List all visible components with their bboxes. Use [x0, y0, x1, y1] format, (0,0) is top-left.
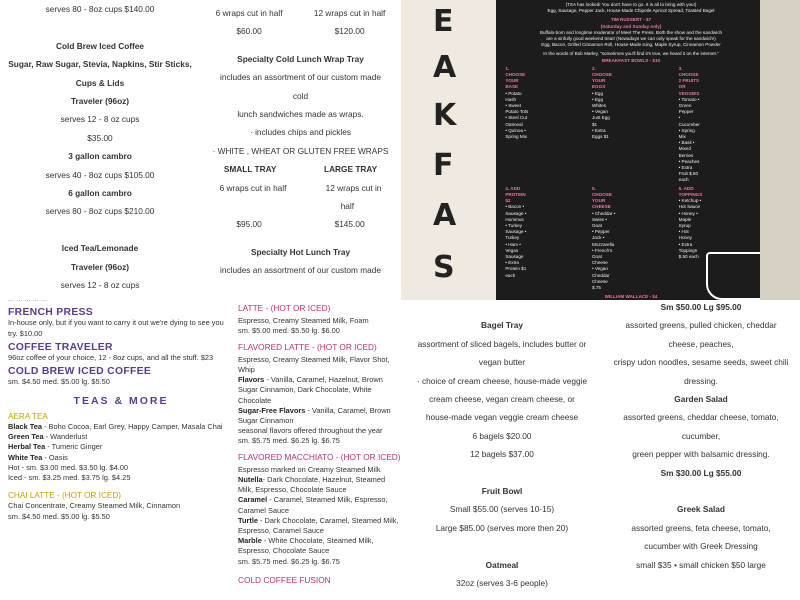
catering-column-wraps — [200, 0, 401, 300]
white-tea-line: White Tea - Oasis — [8, 452, 68, 462]
chai-price: sm. $4.50 med. $5.00 lg. $5.50 — [8, 511, 110, 521]
board-heading: BREAKFAST BOWLS - $10 — [601, 57, 661, 63]
flavored-latte-heading: FLAVORED LATTE - (HOT OR ICED) — [238, 341, 377, 352]
catering-heading: Greek Salad — [677, 504, 725, 515]
board-line: Egg, Bacon, Grilled Cinnamon Roll, House-Made Icing, Maple Syrup, Cinnamon Powder — [541, 42, 721, 48]
board-line: are a sinfully good weekend treat! (Nowadays we can only speak for the sandwich!) — [546, 36, 716, 42]
catering-heading: Sm $30.00 Lg $55.00 — [660, 467, 742, 478]
french-press-desc: In-house only, but if you want to carry it out we're dying to see you try. $10.00 — [8, 318, 224, 338]
flavored-latte-price: sm. $5.75 med. $6.25 lg. $6.75 — [238, 436, 340, 446]
catering-line: serves 80 - 8oz cups $140.00 — [45, 4, 155, 14]
chai-heading: CHAI LATTE - (HOT OR ICED) — [8, 491, 121, 501]
catering-column-coffee — [0, 0, 200, 300]
board-list: • Tomato • Green Pepper • Cucumber • Spring Mix • Basil • Mixed Berries • Peaches • Extra Fruit $.50 each — [678, 96, 700, 183]
board-line: In the words of Bob Marley, "sometimes you'll find it's true, we heard it on the internet." — [543, 51, 719, 57]
brick-wall — [760, 0, 800, 300]
cold-wrap-desc: · includes chips and pickles — [250, 127, 351, 138]
letter: F — [433, 148, 454, 183]
macchiato-heading: FLAVORED MACCHIATO - (HOT OR ICED) — [238, 451, 401, 462]
catering-line: green pepper with balsamic dressing. — [632, 449, 770, 460]
herbal-tea-line: Herbal Tea - Tumeric Ginger — [8, 442, 103, 452]
catering-line: assorted greens, pulled chicken, cheddar — [625, 320, 777, 331]
board-list: • Ketchup • Hot Sauce • Honey • Maple Syrup • Hot Honey • Extra Toppings $.50 each — [678, 198, 702, 259]
caramel-line: Caramel - Caramel, Steamed Milk, Espresso, Caramel Sauce — [238, 495, 388, 515]
aera-tea-heading: AERA TEA — [8, 411, 48, 421]
catering-line: serves 40 - 8oz cups $105.00 — [45, 169, 155, 180]
catering-line: 32oz (serves 3-6 people) — [456, 578, 548, 589]
catering-heading: Traveler (96oz) — [70, 96, 130, 107]
seasonal-line: seasonal flavors offered throughout the year — [238, 426, 383, 436]
catering-line: cheese, peaches, — [668, 338, 734, 349]
hot-lunch-desc: includes an assortment of our custom made — [220, 265, 381, 276]
catering-heading: Bagel Tray — [481, 320, 523, 331]
latte-price: sm. $5.00 med. $5.50 lg. $6.00 — [238, 326, 340, 336]
flavors-line: Flavors - Vanilla, Caramel, Hazelnut, Brown Sugar Cinnamon, Dark Chocolate, White Chocolate — [238, 375, 383, 405]
flavored-latte-desc: Espresso, Creamy Steamed Milk, Flavor Shot, Whip — [238, 354, 390, 375]
cold-brew-price: sm. $4.50 med. $5.00 lg. $5.50 — [8, 377, 110, 387]
board-list: • Potato Hash • Sweet Potato Tots • Steel Cut Oatmeal • Quinoa • Spring Mix — [505, 90, 529, 140]
catering-heading: Traveler (96oz) — [70, 261, 130, 272]
board-line: Buffalo-born and longtime moderator of Meet The Press. Both the show and the sandwich — [539, 29, 723, 35]
catering-line — [402, 298, 602, 316]
catering-line: house-made vegan veggie cream cheese — [425, 412, 579, 423]
catering-heading: Fruit Bowl — [481, 486, 523, 497]
cold-wrap-desc: cold — [292, 90, 309, 101]
letter: A — [433, 198, 457, 233]
tea-hot-price: Hot - sm. $3.00 med. $3.50 lg. $4.00 — [8, 462, 128, 472]
small-tray-price: $95.00 — [236, 219, 262, 230]
board-list: • Egg • Egg Whites • Vegan Just Egg $1 • Extra Eggs $1 — [591, 90, 610, 140]
board-line: (TSA has looked! You don't have to go. It is all to bring with you!) — [565, 2, 697, 7]
chai-desc: Chai Concentrate, Creamy Steamed Milk, Cinnamon — [8, 501, 181, 511]
catering-line: cucumber with Greek Dressing — [644, 541, 758, 552]
catering-line: vegan butter — [478, 357, 526, 368]
large-tray-desc-2: half — [340, 201, 355, 212]
catering-column-bagels — [402, 298, 602, 600]
wrap-tray-large-price: $120.00 — [334, 26, 365, 37]
board-heading: 3. CHOOSE 2 FRUITS OR VEGGIES — [678, 65, 700, 96]
large-tray-label: LARGE TRAY — [324, 164, 378, 175]
catering-heading: 3 gallon cambro — [68, 151, 132, 162]
marble-line: Marble - White Chocolate, Steamed Milk, Espresso, Chocolate Sauce — [238, 536, 374, 556]
board-heading: 6. ADD TOPPINGS — [678, 185, 703, 197]
board-heading: TIM RUSSERT - $7 — [610, 17, 652, 23]
catering-line — [402, 464, 602, 482]
board-heading: WILLIAM WALLACE - $4 — [604, 294, 658, 300]
french-press-heading: FRENCH PRESS — [8, 307, 94, 319]
drink-menu-middle — [234, 298, 402, 600]
catering-heading: Cold Brew Iced Coffee — [55, 40, 145, 51]
small-tray-label: SMALL TRAY — [223, 164, 277, 175]
catering-line: 12 bagels $37.00 — [470, 449, 534, 460]
board-heading: 1. CHOOSE YOUR BASE — [505, 65, 526, 90]
latte-heading: LATTE - (HOT OR ICED) — [238, 303, 331, 313]
board-heading: 2. CHOOSE YOUR EGGS — [591, 65, 612, 90]
latte-desc: Espresso, Creamy Steamed Milk, Foam — [238, 316, 369, 326]
macchiato-desc: Espresso marked on Creamy Steamed Milk — [238, 464, 381, 474]
catering-heading: Garden Salad — [674, 394, 728, 405]
cold-wrap-desc: lunch sandwiches made as wraps. — [237, 109, 364, 120]
board-heading: 4. ADD PROTEIN $2 — [505, 185, 526, 204]
catering-line — [0, 18, 200, 36]
green-tea-line: Green Tea - Wanderlust — [8, 432, 88, 442]
catering-line: $35.00 — [87, 132, 113, 143]
catering-line — [402, 537, 602, 555]
catering-line: dressing. — [684, 375, 718, 386]
catering-line: serves 12 - 8 oz cups — [60, 280, 140, 291]
letter: A — [433, 50, 457, 85]
turtle-line: Turtle - Dark Chocolate, Caramel, Steamed Milk, Espresso, Caramel Sauce — [238, 515, 399, 536]
board-list: • Bacon • Sausage • Hummus • Turkey Sausage • Turkey • Ham • Vegan Sausage • Extra Protein $1 each — [505, 204, 527, 278]
cold-fusion-heading: COLD COFFEE FUSION — [238, 574, 331, 585]
board-line: Egg, Sausage, Pepper Jack, House-Made Chipotle Apricot Spread, Toasted Bagel — [547, 8, 715, 14]
letter: S — [433, 250, 455, 285]
teas-section-title: TEAS & MORE — [73, 394, 169, 407]
cold-wrap-desc: includes an assortment of our custom made — [220, 72, 381, 83]
drink-menu-left — [0, 298, 234, 600]
board-list: • Cheddar • Swiss • Goat • Pepper Jack • Mozzarella • French's Goat Cheese • Vegan Cheddar Cheese $.75 — [591, 210, 616, 290]
catering-line: Large $85.00 (serves more then 20) — [435, 522, 569, 533]
catering-line: 6 bagels $20.00 — [472, 430, 532, 441]
breakfast-letters — [401, 0, 496, 300]
catering-line: serves 80 - 8oz cups $210.00 — [45, 206, 155, 217]
coffee-traveler-heading: COFFEE TRAVELER — [8, 341, 113, 353]
wrap-tray-small-price: $60.00 — [236, 26, 262, 37]
catering-heading: Sugar, Raw Sugar, Stevia, Napkins, Stir Sticks, — [8, 59, 192, 70]
letter: E — [433, 4, 454, 39]
catering-line: small $35 • small chicken $50 large — [636, 559, 766, 570]
catering-line: assorted greens, cheddar cheese, tomato, — [623, 412, 779, 423]
cold-wrap-title: Specialty Cold Lunch Wrap Tray — [237, 53, 364, 64]
cut-off-line: ... ... ... ... ... — [8, 298, 48, 303]
catering-line: · choice of cream cheese, house-made veggie — [416, 375, 588, 386]
catering-heading: Sm $50.00 Lg $95.00 — [660, 302, 742, 312]
board-line: (Saturday and Sunday only) — [600, 23, 662, 29]
catering-line — [602, 482, 800, 500]
catering-line: assortment of sliced bagels, includes butter or — [417, 338, 587, 349]
catering-line: serves 12 - 8 oz cups — [60, 114, 140, 125]
sugar-free-line: Sugar-Free Flavors - Vanilla, Caramel, Brown Sugar Cinnamon — [238, 405, 391, 426]
catering-line: assorted greens, feta cheese, tomato, — [631, 522, 771, 533]
catering-line: cream cheese, vegan cream cheese, or — [429, 394, 575, 405]
catering-column-salads — [602, 298, 800, 600]
large-tray-desc: 12 wraps cut in — [325, 182, 382, 193]
letter: K — [433, 98, 457, 133]
catering-heading: 6 gallon cambro — [68, 188, 132, 199]
catering-line: cucumber, — [681, 430, 721, 441]
tea-iced-price: Iced - sm. $3.25 med. $3.75 lg. $4.25 — [8, 473, 131, 483]
breakfast-chalkboard — [401, 0, 800, 300]
hot-lunch-title: Specialty Hot Lunch Tray — [250, 246, 351, 257]
catering-heading: Oatmeal — [485, 559, 519, 570]
small-tray-desc: 6 wraps cut in half — [219, 182, 287, 193]
large-tray-price: $145.00 — [334, 219, 365, 230]
nutella-line: Nutella- Dark Chocolate, Hazelnut, Steamed Milk, Espresso, Chocolate Sauce — [238, 475, 386, 495]
black-tea-line: Black Tea - Boho Cocoa, Earl Grey, Happy Camper, Masala Chai — [8, 422, 223, 432]
board-heading: 5. CHOOSE YOUR CHEESE — [591, 185, 612, 210]
wrap-tray-large-desc: 12 wraps cut in half — [313, 8, 386, 18]
cold-brew-heading: COLD BREW ICED COFFEE — [8, 366, 152, 378]
catering-heading: Cups & Lids — [75, 77, 125, 88]
catering-line — [0, 221, 200, 239]
catering-line: crispy udon noodles, sesame seeds, sweet chili — [613, 357, 789, 368]
catering-line: Small $55.00 (serves 10-15) — [449, 504, 555, 515]
catering-heading: Iced Tea/Lemonade — [61, 243, 139, 254]
coffee-traveler-desc: 96oz coffee of your choice, 12 - 8oz cups, and all the stuff. $23 — [8, 353, 214, 363]
cold-wrap-desc: · WHITE , WHEAT OR GLUTEN FREE WRAPS — [212, 145, 389, 156]
wrap-tray-small-desc: 6 wraps cut in half — [215, 8, 283, 18]
macchiato-price: sm. $5.75 med. $6.25 lg. $6.75 — [238, 556, 340, 566]
